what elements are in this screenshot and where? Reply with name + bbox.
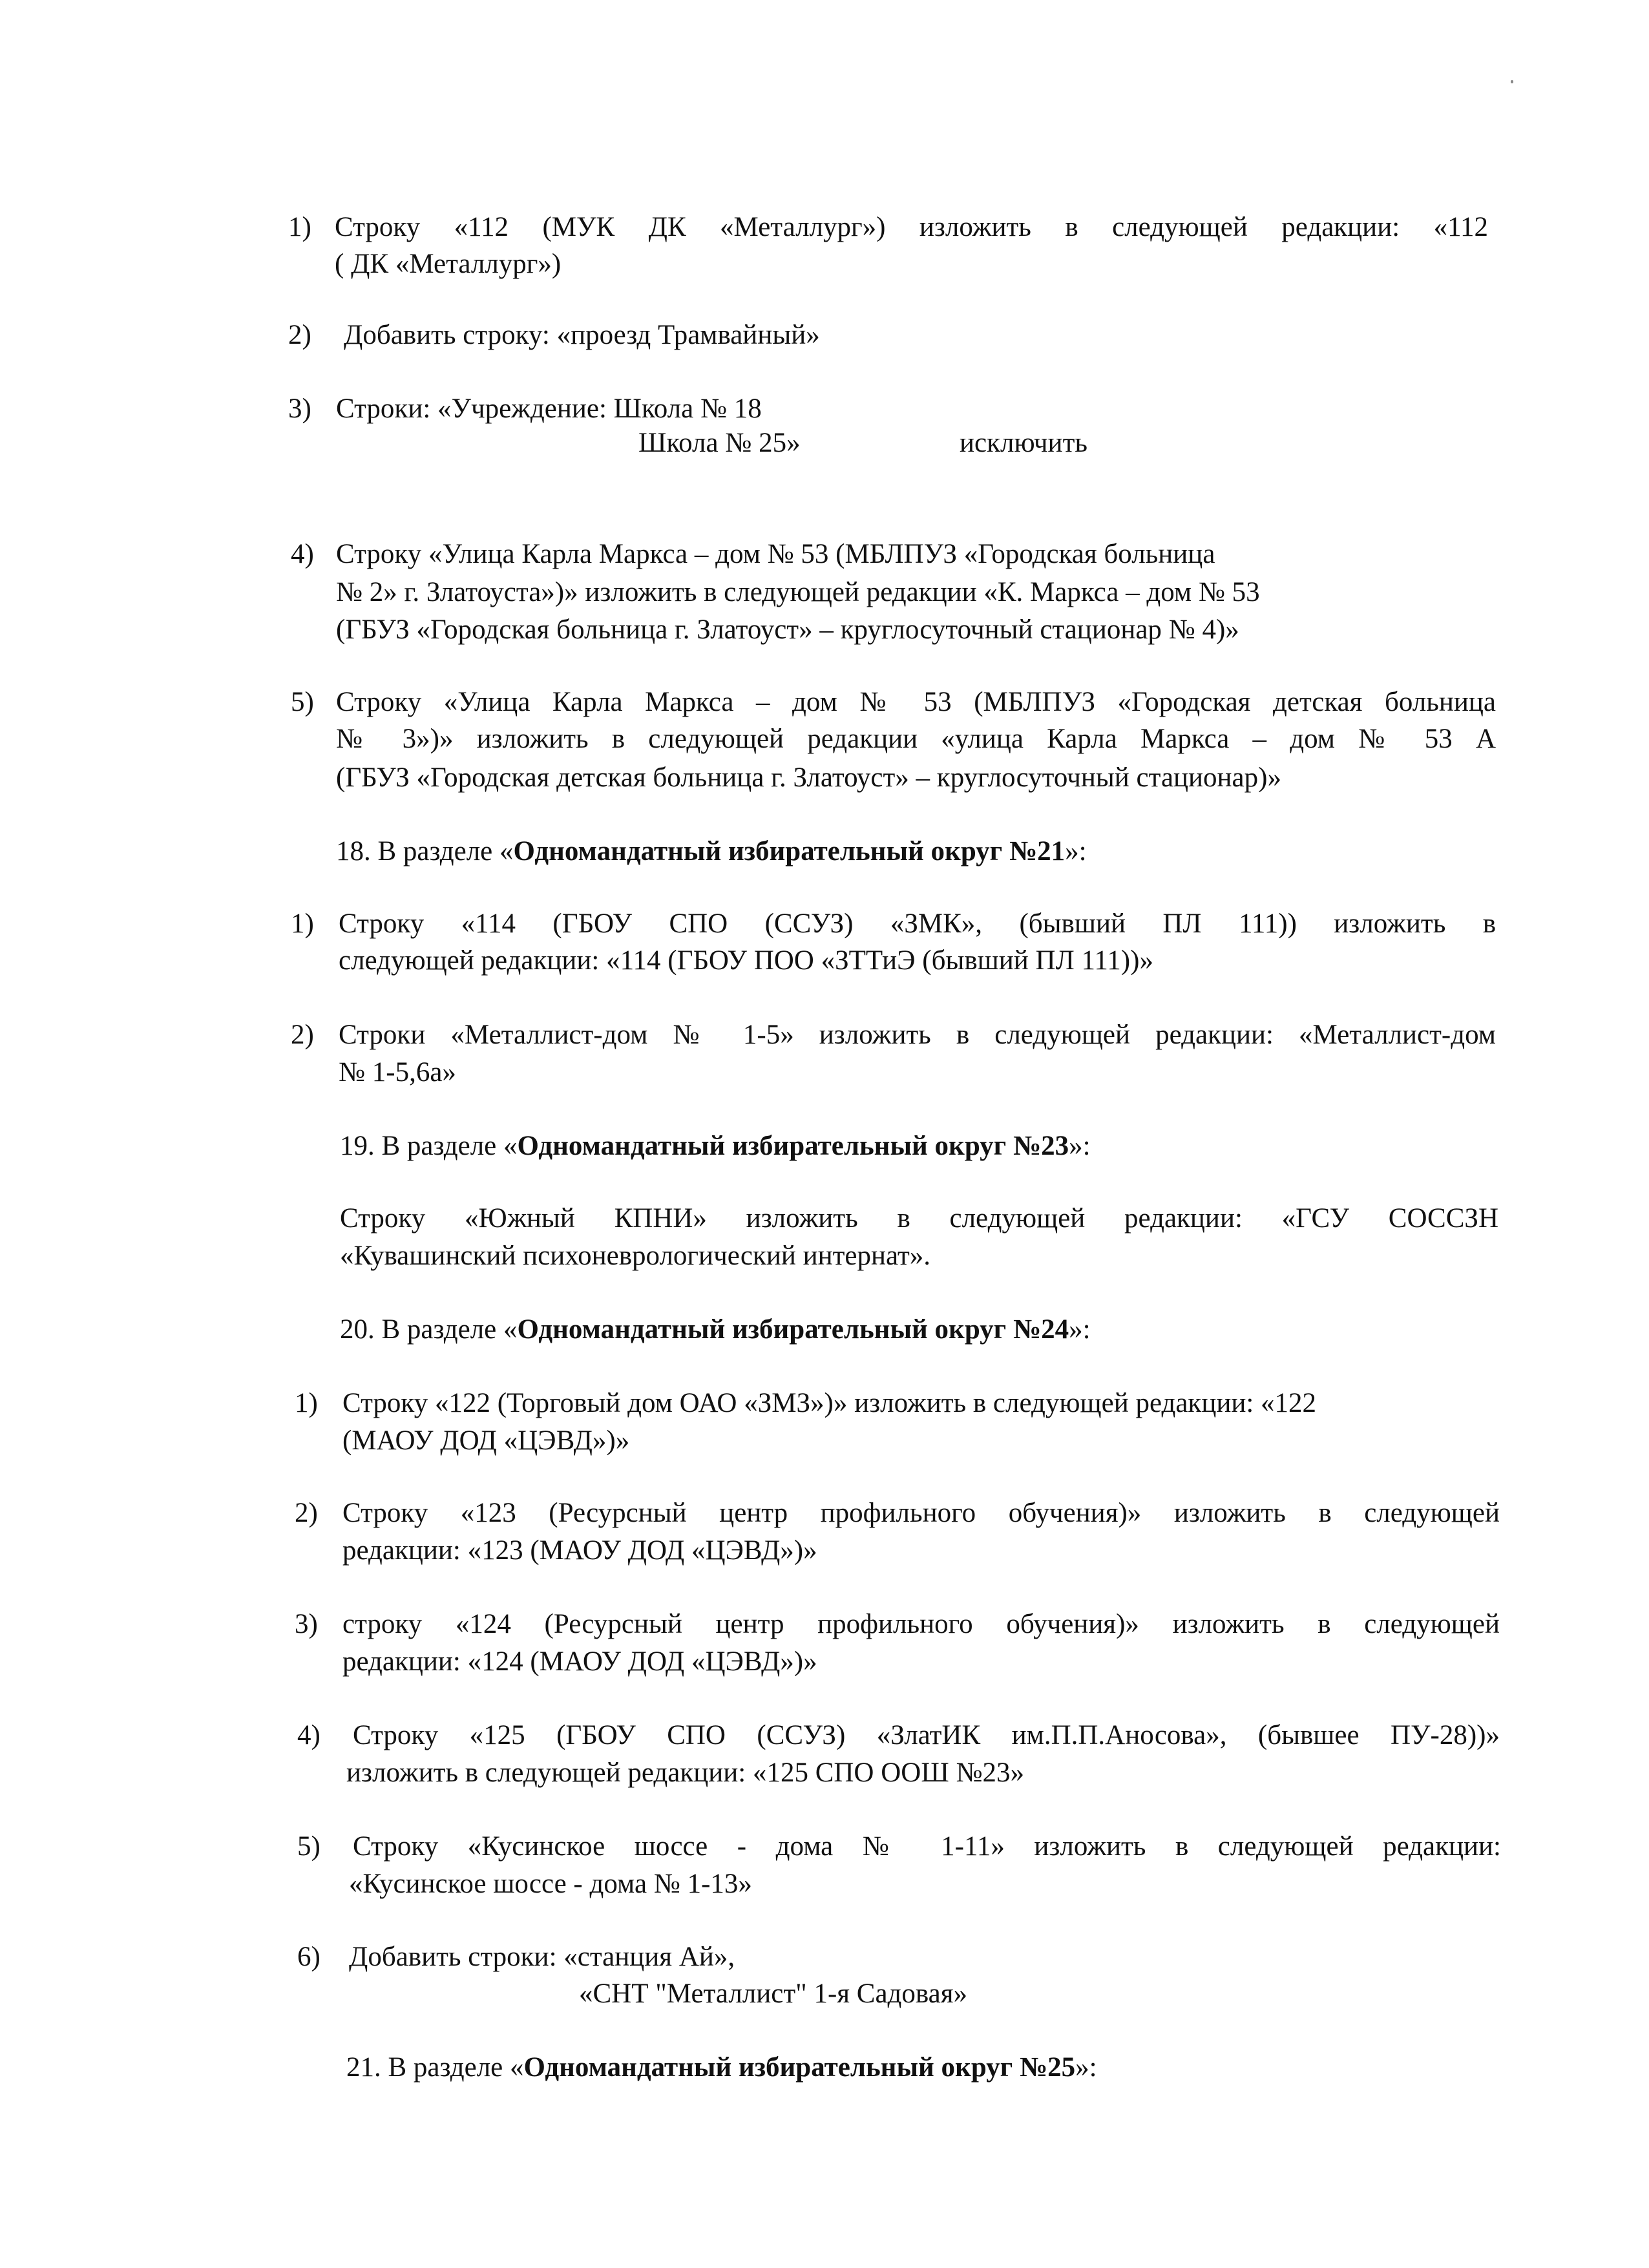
item-1-line-1: Строку «112 (МУК ДК «Металлург») изложить в следующей редакции: «112 xyxy=(335,212,1488,242)
section-20-item-5-line-2: «Кусинское шоссе - дома № 1-13» xyxy=(349,1869,752,1899)
item-2-line-1: Добавить строку: «проезд Трамвайный» xyxy=(344,320,820,350)
section-20-item-2-number: 2) xyxy=(295,1498,318,1528)
section-20-item-1-number: 1) xyxy=(295,1388,318,1418)
section-20-item-4-number: 4) xyxy=(297,1720,320,1750)
section-19-text-line-1: Строку «Южный КПНИ» изложить в следующей редакции: «ГСУ СОССЗН xyxy=(340,1203,1498,1234)
item-1-line-2: ( ДК «Металлург») xyxy=(335,249,562,279)
section-20-item-2-line-1: Строку «123 (Ресурсный центр профильного обучения)» изложить в следующей xyxy=(342,1498,1500,1528)
section-18-heading: 18. В разделе «Одномандатный избирательный округ №21»: xyxy=(336,836,1087,866)
item-3-number: 3) xyxy=(288,394,311,424)
section-18-item-2-number: 2) xyxy=(291,1020,314,1050)
section-20-title: Одномандатный избирательный округ №24 xyxy=(517,1314,1069,1345)
section-21-heading: 21. В разделе «Одномандатный избирательный округ №25»: xyxy=(346,2052,1097,2083)
item-3-line-2: Школа № 25» xyxy=(638,428,801,458)
item-1-number: 1) xyxy=(288,212,311,242)
section-20-item-5-number: 5) xyxy=(297,1831,320,1862)
item-3-line-1: Строки: «Учреждение: Школа № 18 xyxy=(336,394,762,424)
section-20-item-6-line-2: «СНТ "Металлист" 1-я Садовая» xyxy=(579,1979,968,2009)
item-5-line-1: Строку «Улица Карла Маркса – дом № 53 (МБЛПУЗ «Городская детская больница xyxy=(336,687,1496,717)
section-21-title: Одномандатный избирательный округ №25 xyxy=(523,2052,1076,2083)
section-19-heading: 19. В разделе «Одномандатный избирательный округ №23»: xyxy=(340,1131,1091,1161)
section-18-item-1-number: 1) xyxy=(291,908,314,939)
section-20-item-3-number: 3) xyxy=(295,1609,318,1639)
section-20-item-3-line-1: строку «124 (Ресурсный центр профильного обучения)» изложить в следующей xyxy=(342,1609,1500,1639)
item-5-number: 5) xyxy=(291,687,314,717)
scan-speck xyxy=(1511,80,1513,83)
section-20-item-6-line-1: Добавить строки: «станция Ай», xyxy=(349,1942,735,1972)
item-4-line-1: Строку «Улица Карла Маркса – дом № 53 (МБЛПУЗ «Городская больница xyxy=(336,539,1215,569)
section-20-item-5-line-1: Строку «Кусинское шоссе - дома № 1-11» изложить в следующей редакции: xyxy=(353,1831,1501,1862)
section-20-item-1-line-2: (МАОУ ДОД «ЦЭВД»)» xyxy=(342,1425,630,1456)
section-19-title: Одномандатный избирательный округ №23 xyxy=(517,1131,1069,1161)
section-20-item-1-line-1: Строку «122 (Торговый дом ОАО «ЗМЗ»)» изложить в следующей редакции: «122 xyxy=(342,1388,1317,1418)
section-20-item-6-number: 6) xyxy=(297,1942,320,1972)
item-4-number: 4) xyxy=(291,539,314,569)
item-5-line-3: (ГБУЗ «Городская детская больница г. Златоуст» – круглосуточный стационар)» xyxy=(336,762,1281,793)
item-2-number: 2) xyxy=(288,320,311,350)
section-18-item-1-line-2: следующей редакции: «114 (ГБОУ ПОО «ЗТТиЭ (бывший ПЛ 111))» xyxy=(339,945,1153,976)
item-4-line-3: (ГБУЗ «Городская больница г. Златоуст» – круглосуточный стационар № 4)» xyxy=(336,614,1239,645)
section-20-item-2-line-2: редакции: «123 (МАОУ ДОД «ЦЭВД»)» xyxy=(342,1535,817,1566)
item-4-line-2: № 2» г. Златоуста»)» изложить в следующей редакции «К. Маркса – дом № 53 xyxy=(336,577,1260,607)
section-20-item-4-line-2: изложить в следующей редакции: «125 СПО ООШ №23» xyxy=(346,1758,1024,1788)
section-18-item-2-line-2: № 1-5,6а» xyxy=(339,1057,456,1087)
section-18-item-2-line-1: Строки «Металлист-дом № 1-5» изложить в следующей редакции: «Металлист-дом xyxy=(339,1020,1496,1050)
section-18-item-1-line-1: Строку «114 (ГБОУ СПО (ССУЗ) «ЗМК», (бывший ПЛ 111)) изложить в xyxy=(339,908,1496,939)
section-20-heading: 20. В разделе «Одномандатный избирательный округ №24»: xyxy=(340,1314,1091,1345)
item-5-line-2: № 3»)» изложить в следующей редакции «улица Карла Маркса – дом № 53 А xyxy=(336,724,1496,754)
item-3-line-2-action: исключить xyxy=(960,428,1087,458)
section-19-text-line-2: «Кувашинский психоневрологический интернат». xyxy=(340,1241,931,1271)
section-20-item-4-line-1: Строку «125 (ГБОУ СПО (ССУЗ) «ЗлатИК им.П.П.Аносова», (бывшее ПУ-28))» xyxy=(353,1720,1500,1750)
section-20-item-3-line-2: редакции: «124 (МАОУ ДОД «ЦЭВД»)» xyxy=(342,1646,817,1677)
section-18-title: Одномандатный избирательный округ №21 xyxy=(513,836,1066,866)
